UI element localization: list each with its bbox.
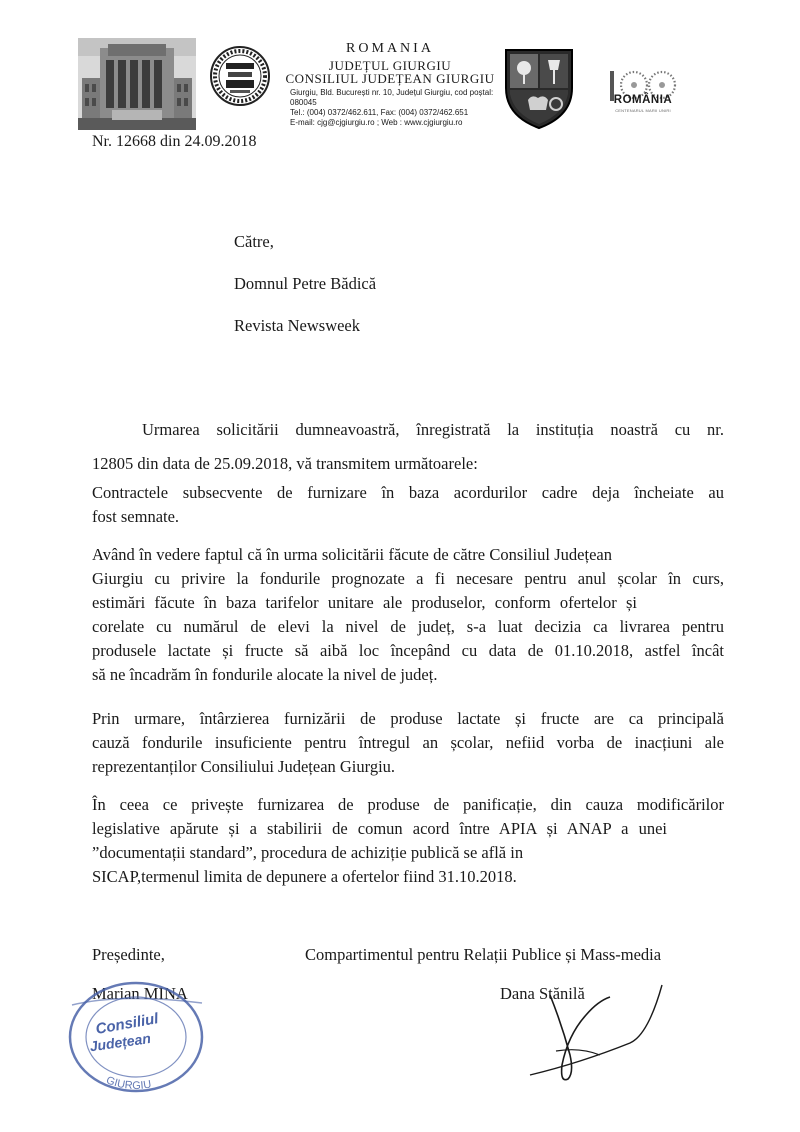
paragraph-line: ”documentații standard”, procedura de achiziție publică se află in xyxy=(92,843,524,862)
letterhead xyxy=(280,42,500,128)
paragraph-line: SICAP,termenul limita de depunere a ofertelor fiind 31.10.2018. xyxy=(92,867,517,886)
paragraph-line: fost semnate. xyxy=(92,507,180,526)
department-signatory-name: Dana Stănilă xyxy=(500,984,585,1003)
paragraph-line: Urmarea solicitării dumneavoastră, înregistrată la instituția noastră cu nr. xyxy=(142,420,724,439)
paragraph-2 xyxy=(92,481,724,529)
paragraph-line: Giurgiu cu privire la fondurile prognozate a fi necesare pentru anul școlar în curs, xyxy=(92,569,724,588)
council-title: CONSILIUL JUDEȚEAN GIURGIU xyxy=(285,71,495,86)
country-title: ROMANIA xyxy=(346,41,434,56)
paragraph-line: produsele lactate și fructe să aibă loc începând cu data de 01.10.2018, astfel încât xyxy=(92,641,724,660)
paragraph-line: 12805 din data de 25.09.2018, vă transmitem următoarele: xyxy=(92,454,478,473)
department-title: Compartimentul pentru Relații Publice și Mass-media xyxy=(305,945,662,964)
paragraph-line: Prin urmare, întârzierea furnizării de produse lactate și fructe are ca principală xyxy=(92,709,724,728)
stamp-text-2: Județean xyxy=(88,1029,152,1055)
paragraph-line: În ceea ce privește furnizarea de produse de panificație, din cauza modificărilor xyxy=(92,795,724,814)
paragraph-5 xyxy=(92,793,724,889)
stamp-text-3-path: GIURGIU xyxy=(104,1074,153,1093)
email-web: E-mail: cjg@cjgiurgiu.ro ; Web : www.cjgiurgiu.ro xyxy=(290,118,463,127)
centenary-label: ROMÂNIA xyxy=(613,94,673,106)
handwritten-signature xyxy=(490,955,670,1095)
contact-block xyxy=(280,88,500,128)
president-title: Președinte, xyxy=(92,945,165,964)
county-title: JUDEȚUL GIURGIU xyxy=(328,58,452,73)
paragraph-line: corelate cu numărul de elevi la nivel de județ, s-a luat decizia ca livrarea pentru xyxy=(92,617,724,636)
paragraph-4 xyxy=(92,707,724,779)
paragraph-line: estimări făcute în baza tarifelor unitare ale produselor, conform ofertelor și xyxy=(92,593,637,612)
president-name: Marian MINA xyxy=(92,984,188,1003)
addressee-organization: Revista Newsweek xyxy=(234,316,361,335)
official-stamp xyxy=(62,975,210,1095)
certification-seal-logo xyxy=(209,45,271,107)
paragraph-line: reprezentanților Consiliului Județean Giurgiu. xyxy=(92,757,396,776)
paragraph-line: cauză fondurile insuficiente pentru întregul an școlar, nefiid vorba de inacțiuni ale xyxy=(92,733,724,752)
postal-address: Giurgiu, Bld. București nr. 10, Județul Giurgiu, cod poștal: 080045 xyxy=(290,88,494,107)
paragraph-line: Având în vedere faptul că în urma solicitării făcute de către Consiliul Județean xyxy=(92,545,612,564)
reference-number: Nr. 12668 din 24.09.2018 xyxy=(92,133,257,150)
paragraph-line: legislative apărute și a stabilirii de comun acord între APIA și ANAP a unei xyxy=(92,819,667,838)
addressee-name: Domnul Petre Bădică xyxy=(234,274,377,293)
council-building-image xyxy=(78,38,196,130)
salutation: Către, xyxy=(234,232,274,251)
paragraph-1 xyxy=(92,413,724,481)
county-coat-of-arms-icon xyxy=(502,44,576,130)
stamp-text-1: Consiliul xyxy=(94,1010,160,1038)
paragraph-3 xyxy=(92,543,724,687)
centenary-sublabel: CENTENARUL MARII UNIRI xyxy=(615,108,671,113)
paragraph-line: să ne încadrăm în fondurile alocate la nivel de județ. xyxy=(92,665,438,684)
paragraph-line: Contractele subsecvente de furnizare în baza acordurilor cadre deja încheiate au xyxy=(92,483,724,502)
phone-fax: Tel.: (004) 0372/462.611, Fax: (004) 0372/462.651 xyxy=(290,108,469,117)
